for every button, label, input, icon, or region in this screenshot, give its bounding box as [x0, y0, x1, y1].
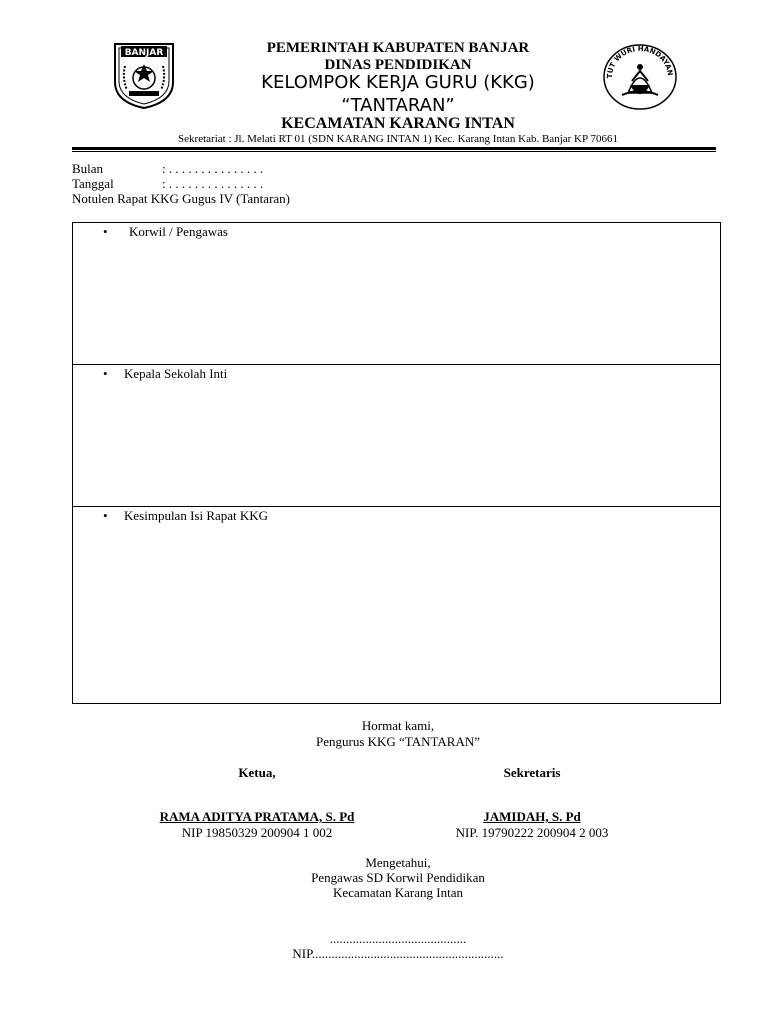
bulan-row — [72, 161, 263, 176]
sekretaris-title: Sekretaris — [503, 765, 561, 780]
bullet-icon: • — [103, 224, 108, 239]
section-kesimpulan-label: Kesimpulan Isi Rapat KKG — [124, 508, 269, 523]
section-kesimpulan — [73, 507, 720, 703]
pengawas-signature-line: .......................................... — [329, 931, 467, 946]
header-district: KECAMATAN KARANG INTAN — [281, 115, 515, 132]
section-kepala-sekolah-label: Kepala Sekolah Inti — [124, 366, 228, 381]
header-divider-thick — [72, 147, 716, 150]
bulan-label: Bulan — [72, 161, 104, 176]
tanggal-row — [72, 176, 263, 191]
sekretaris-signature — [382, 809, 682, 841]
closing-pengurus: Pengurus KKG “TANTARAN” — [315, 734, 480, 749]
tanggal-value: : . . . . . . . . . . . . . . . — [162, 176, 264, 191]
pengawas-line1: Pengawas SD Korwil Pendidikan — [311, 870, 485, 885]
section-kepala-sekolah — [73, 365, 720, 507]
pengawas-nip: NIP........................................................... — [292, 946, 504, 961]
banjar-emblem-logo — [113, 42, 175, 110]
header-government: PEMERINTAH KABUPATEN BANJAR — [266, 40, 530, 56]
bullet-icon: • — [103, 366, 108, 381]
sekretaris-name: JAMIDAH, S. Pd — [483, 809, 581, 824]
ketua-name: RAMA ADITYA PRATAMA, S. Pd — [159, 809, 355, 824]
section-korwil-label: Korwil / Pengawas — [129, 224, 228, 239]
ketua-title: Ketua, — [238, 765, 276, 780]
header-department: DINAS PENDIDIKAN — [324, 57, 472, 73]
minutes-table — [72, 222, 721, 704]
tanggal-label: Tanggal — [72, 176, 114, 191]
mengetahui: Mengetahui, — [365, 855, 431, 870]
ketua-signature — [107, 809, 407, 841]
section-korwil — [73, 223, 720, 365]
svg-text:BANJAR: BANJAR — [124, 48, 164, 58]
header-group-alias: “TANTARAN” — [341, 95, 455, 116]
closing-hormat: Hormat kami, — [361, 718, 435, 733]
svg-text:TUT WURI HANDAYANI: TUT WURI HANDAYAN — [605, 44, 675, 79]
header-address: Sekretariat : Jl. Melati RT 01 (SDN KARANG INTAN 1) Kec. Karang Intan Kab. Banjar KP 70661 — [178, 133, 618, 145]
sekretaris-nip: NIP. 19790222 200904 2 003 — [455, 825, 609, 840]
bulan-value: : . . . . . . . . . . . . . . . — [162, 161, 264, 176]
ketua-nip: NIP 19850329 200904 1 002 — [181, 825, 333, 840]
bullet-icon: • — [103, 508, 108, 523]
header-divider-thin — [72, 151, 716, 152]
notulen-title: Notulen Rapat KKG Gugus IV (Tantaran) — [72, 191, 290, 206]
pengawas-line2: Kecamatan Karang Intan — [333, 885, 463, 900]
header-group-name: KELOMPOK KERJA GURU (KKG) — [261, 72, 535, 93]
